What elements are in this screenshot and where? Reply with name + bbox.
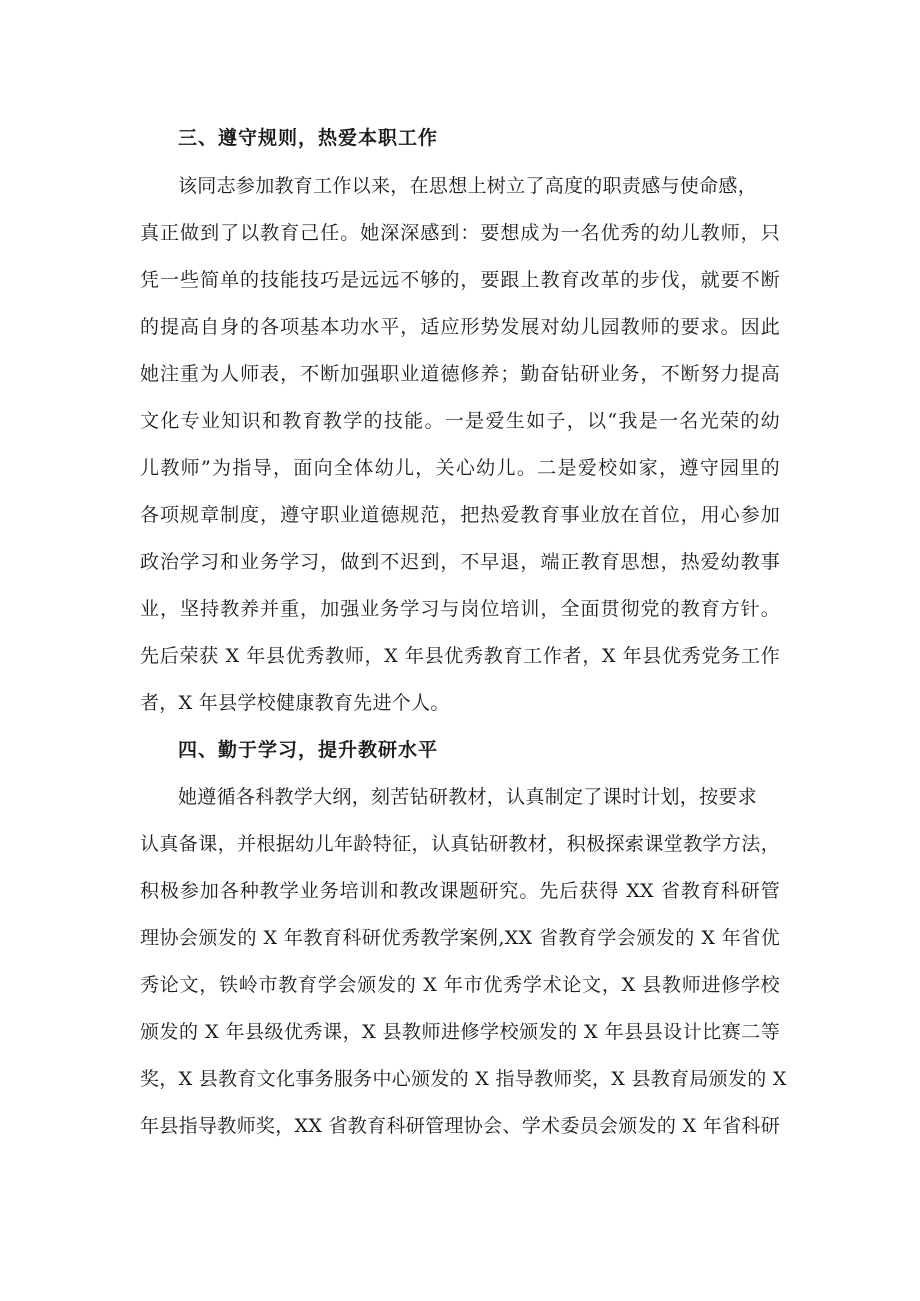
paragraph-line: 她注重为人师表，不断加强职业道德修养；勤奋钻研业务，不断努力提高 bbox=[140, 363, 780, 385]
paragraph-line: 先后荣获 X 年县优秀教师，X 年县优秀教育工作者，X 年县优秀党务工作 bbox=[140, 645, 780, 667]
paragraph-line: 颁发的 X 年县级优秀课，X 县教师进修学校颁发的 X 年县县设计比赛二等 bbox=[140, 1021, 780, 1043]
paragraph-line: 文化专业知识和教育教学的技能。一是爱生如子，以“我是一名光荣的幼 bbox=[140, 410, 780, 432]
paragraph-line: 她遵循各科教学大纲，刻苦钻研教材，认真制定了课时计划，按要求 bbox=[178, 786, 758, 808]
paragraph-line: 真正做到了以教育己任。她深深感到：要想成为一名优秀的幼儿教师，只 bbox=[140, 222, 780, 244]
paragraph-line: 年县指导教师奖，XX 省教育科研管理协会、学术委员会颁发的 X 年省科研 bbox=[140, 1115, 780, 1137]
paragraph-line: 秀论文，铁岭市教育学会颁发的 X 年市优秀学术论文，X 县教师进修学校 bbox=[140, 974, 780, 996]
paragraph-line: 的提高自身的各项基本功水平，适应形势发展对幼儿园教师的要求。因此 bbox=[140, 316, 780, 338]
paragraph-line: 凭一些简单的技能技巧是远远不够的，要跟上教育改革的步伐，就要不断 bbox=[140, 269, 780, 291]
paragraph-line: 者，X 年县学校健康教育先进个人。 bbox=[140, 692, 450, 714]
paragraph-line: 各项规章制度，遵守职业道德规范，把热爱教育事业放在首位，用心参加 bbox=[140, 504, 780, 526]
paragraph-line: 儿教师”为指导，面向全体幼儿，关心幼儿。二是爱校如家，遵守园里的 bbox=[140, 457, 780, 479]
paragraph-line: 政治学习和业务学习，做到不迟到，不早退，端正教育思想，热爱幼教事 bbox=[140, 551, 780, 573]
paragraph-line: 认真备课，并根据幼儿年龄特征，认真钻研教材，积极探索课堂教学方法， bbox=[140, 833, 780, 855]
paragraph-line: 理协会颁发的 X 年教育科研优秀教学案例,XX 省教育学会颁发的 X 年省优 bbox=[140, 927, 780, 949]
paragraph-line: 业，坚持教养并重，加强业务学习与岗位培训，全面贯彻党的教育方针。 bbox=[140, 598, 780, 620]
paragraph-line: 奖，X 县教育文化事务服务中心颁发的 X 指导教师奖，X 县教育局颁发的 X bbox=[140, 1068, 787, 1090]
paragraph-line: 积极参加各种教学业务培训和教改课题研究。先后获得 XX 省教育科研管 bbox=[140, 880, 780, 902]
section-heading-3: 三、遵守规则，热爱本职工作 bbox=[178, 127, 439, 149]
paragraph-line: 该同志参加教育工作以来，在思想上树立了高度的职责感与使命感， bbox=[178, 175, 758, 197]
section-heading-4: 四、勤于学习，提升教研水平 bbox=[178, 739, 439, 761]
